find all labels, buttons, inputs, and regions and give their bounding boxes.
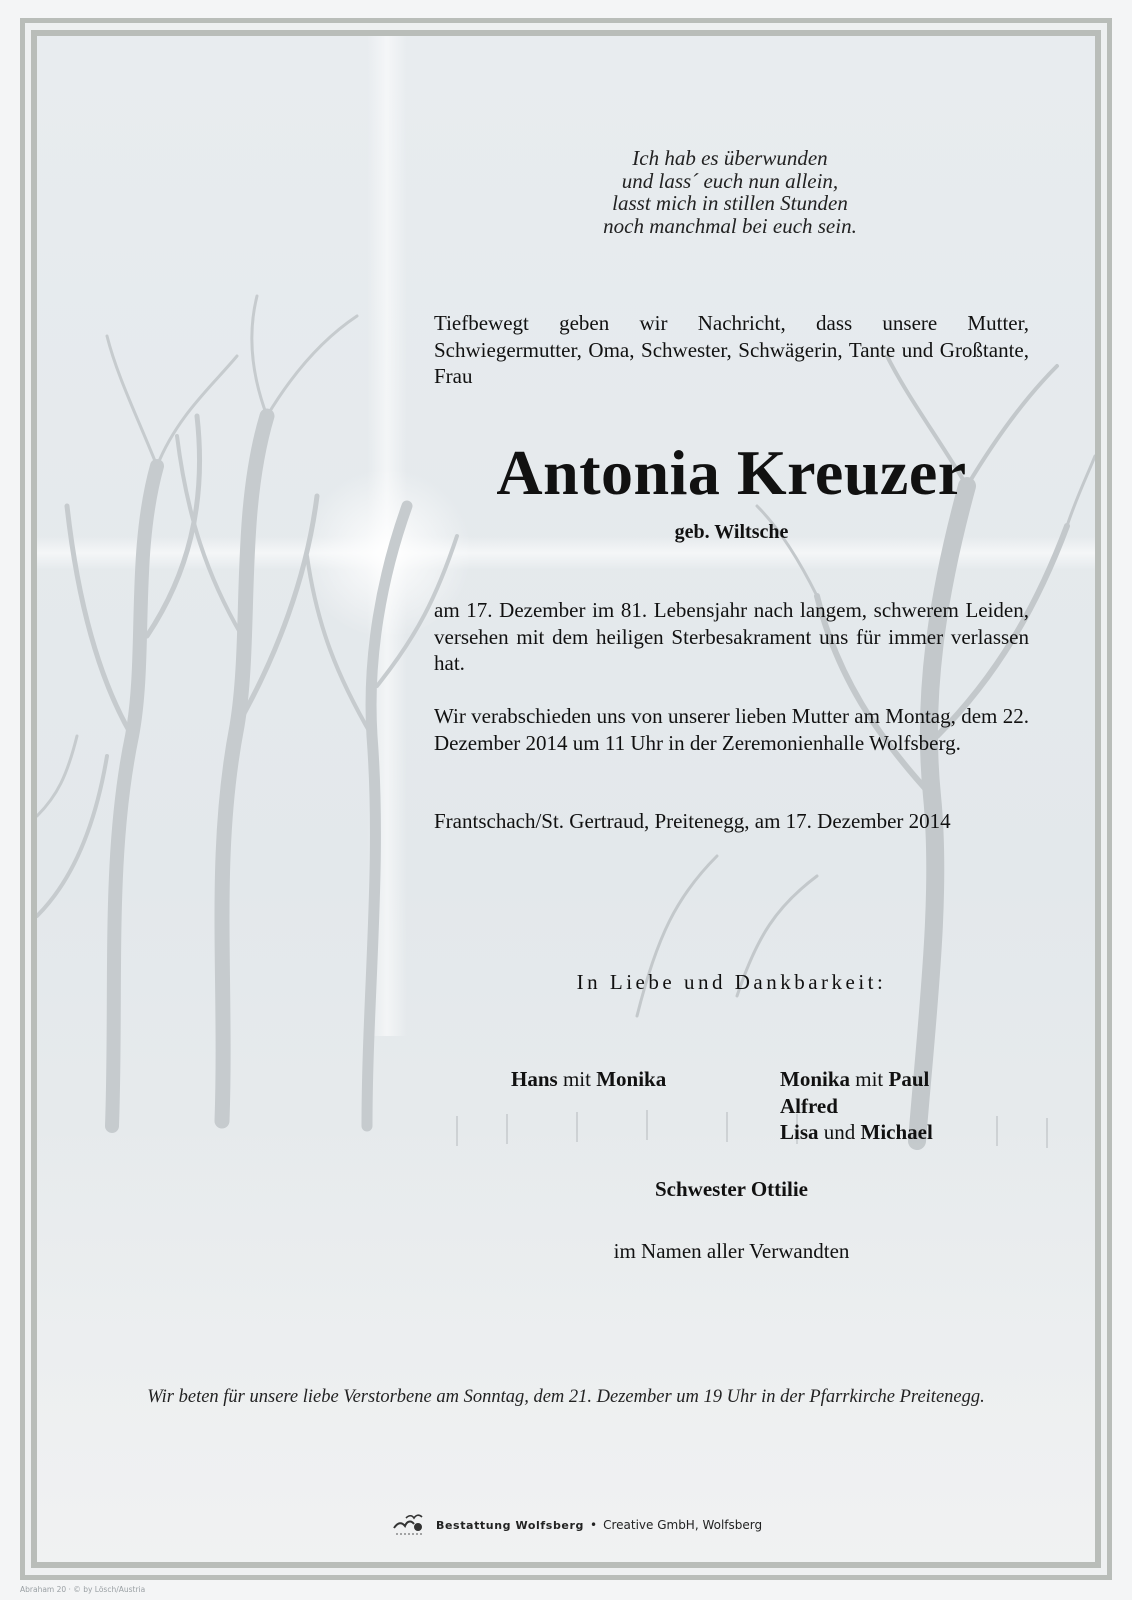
all-relatives: im Namen aller Verwandten bbox=[613, 1239, 850, 1263]
mourner-right-list bbox=[780, 1066, 933, 1146]
mourner-name: Michael bbox=[860, 1120, 933, 1144]
poem-line: Ich hab es überwunden bbox=[632, 146, 828, 170]
thanks-heading: In Liebe und Dankbarkeit: bbox=[576, 970, 887, 994]
death-notice: am 17. Dezember im 81. Lebensjahr nach langem, schwerem Leiden, versehen mit dem heiligen Sterbesakrament uns für immer verlassen hat. bbox=[434, 598, 1029, 675]
mourner-line bbox=[780, 1093, 933, 1120]
poem-line: lasst mich in stillen Stunden bbox=[612, 191, 848, 215]
mourner-joiner: und bbox=[823, 1120, 856, 1144]
mourner-line bbox=[780, 1066, 933, 1093]
funeral-home-footer bbox=[392, 1512, 762, 1538]
mourner-name: Lisa bbox=[780, 1120, 819, 1144]
birds-logo-icon bbox=[392, 1512, 430, 1538]
memorial-poem bbox=[560, 147, 900, 237]
deceased-name: Antonia Kreuzer bbox=[496, 437, 967, 508]
mourner-name: Monika bbox=[780, 1067, 851, 1091]
funeral-home-name: Bestattung Wolfsberg bbox=[436, 1518, 584, 1532]
mourner-joiner: mit bbox=[855, 1067, 884, 1091]
mourner-sister: Schwester Ottilie bbox=[655, 1177, 808, 1201]
misty-winter-trees-background bbox=[37, 36, 1095, 1562]
maiden-name: geb. Wiltsche bbox=[674, 521, 789, 543]
announcement-intro: Tiefbewegt geben wir Nachricht, dass unsere Mutter, Schwiegermutter, Oma, Schwester, Schwägerin, Tante und Großtante, Frau bbox=[434, 311, 1029, 388]
printer-name: Creative GmbH, Wolfsberg bbox=[603, 1518, 763, 1532]
inner-frame bbox=[31, 30, 1101, 1568]
farewell-notice: Wir verabschieden uns von unserer lieben Mutter am Montag, dem 22. Dezember 2014 um 11 Uhr in der Zeremonienhalle Wolfsberg. bbox=[434, 704, 1029, 755]
template-credit: Abraham 20 · © by Lösch/Austria bbox=[20, 1585, 146, 1594]
mourner-name: Hans bbox=[511, 1067, 558, 1091]
mourner-joiner: mit bbox=[562, 1067, 591, 1091]
mourner-name: Alfred bbox=[780, 1093, 838, 1118]
place-and-date: Frantschach/St. Gertraud, Preitenegg, am 17. Dezember 2014 bbox=[434, 809, 951, 833]
footer-separator: • bbox=[590, 1518, 598, 1532]
mourner-left bbox=[511, 1066, 666, 1093]
poem-line: noch manchmal bei euch sein. bbox=[603, 213, 857, 238]
prayer-service-notice: Wir beten für unsere liebe Verstorbene am Sonntag, dem 21. Dezember um 19 Uhr in der Pfarrkirche Preitenegg. bbox=[147, 1387, 985, 1407]
mourner-name: Monika bbox=[596, 1067, 667, 1091]
mourner-line bbox=[780, 1119, 933, 1146]
mourner-name: Paul bbox=[888, 1067, 930, 1091]
poem-line: und lass´ euch nun allein, bbox=[621, 168, 839, 193]
